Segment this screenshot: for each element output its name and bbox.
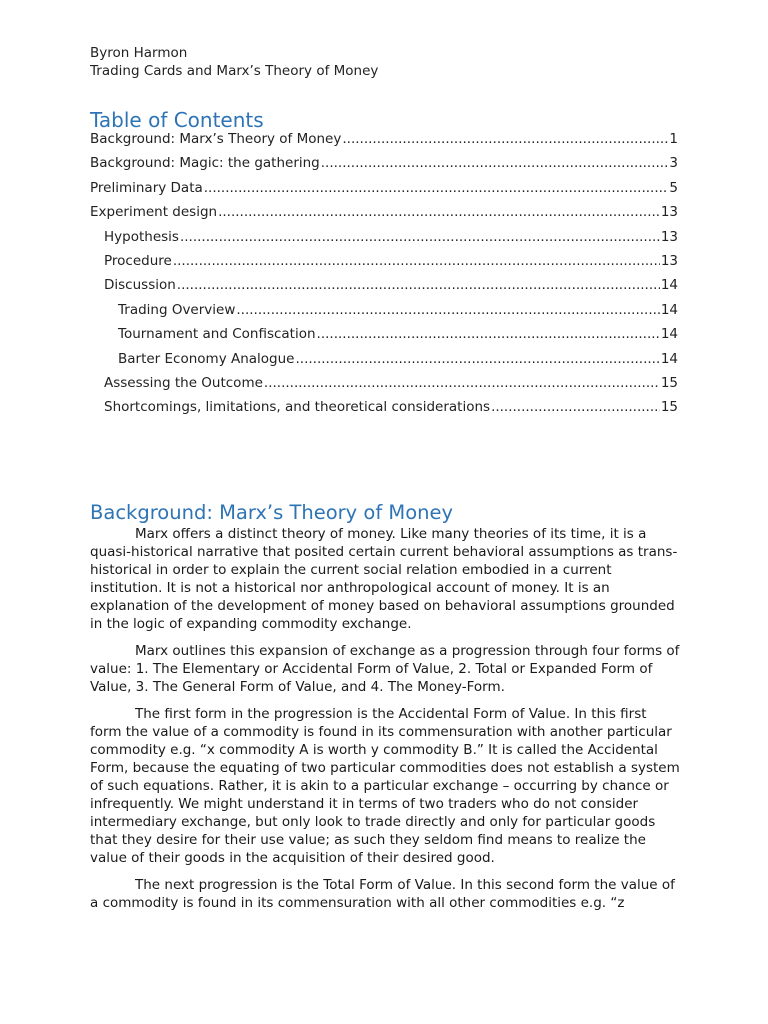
toc-entry-title: Experiment design [90, 204, 218, 221]
toc-page-number: 5 [669, 179, 678, 196]
body-paragraph: Marx outlines this expansion of exchange as a progression through four forms of value: 1. The Elementary or Accidental Form of Value, 2. Total or Expanded Form of Value, 3. The General Form of Value, and 4. The Money-Form. [90, 643, 680, 695]
toc-entry[interactable] [90, 131, 678, 155]
toc-entry-title: Trading Overview [118, 301, 236, 318]
body-paragraph: Marx offers a distinct theory of money. Like many theories of its time, it is a quasi-historical narrative that posited certain current behavioral assumptions as trans-historical in order to explain the current social relation embodied in a current institution. It is not a historical nor anthropological account of money. It is an explanation of the development of money based on behavioral assumptions grounded in the logic of expanding commodity exchange. [90, 526, 678, 632]
document-title: Trading Cards and Marx’s Theory of Money [90, 63, 379, 79]
toc-entry-title: Shortcomings, limitations, and theoretical considerations [104, 399, 491, 416]
toc-leader-dots [342, 131, 668, 147]
toc-leader-dots [236, 302, 659, 318]
toc-entry-title: Background: Magic: the gathering [90, 155, 320, 172]
toc-entry[interactable] [90, 351, 678, 375]
toc-page-number: 13 [660, 252, 678, 269]
toc-page-number: 13 [660, 228, 678, 245]
toc-page-number: 13 [660, 204, 678, 221]
toc-entry[interactable] [90, 180, 678, 204]
toc-entry-title: Preliminary Data [90, 179, 203, 196]
toc-entry[interactable] [90, 277, 678, 301]
toc-leader-dots [321, 155, 669, 171]
toc-page-number: 1 [669, 131, 678, 147]
toc-page-number: 14 [660, 277, 678, 294]
section-heading: Background: Marx’s Theory of Money [90, 501, 454, 524]
toc-entry-title: Barter Economy Analogue [118, 350, 295, 367]
toc-leader-dots [264, 375, 660, 391]
toc-leader-dots [180, 229, 660, 245]
toc-leader-dots [177, 277, 660, 293]
toc-page-number: 14 [660, 326, 678, 343]
toc-entry-title: Discussion [104, 277, 176, 294]
toc-page-number: 14 [660, 350, 678, 367]
toc-leader-dots [173, 253, 660, 269]
toc-entry-title: Procedure [104, 252, 172, 269]
toc-entry[interactable] [90, 302, 678, 326]
toc-page-number: 15 [660, 374, 678, 391]
toc-leader-dots [204, 180, 669, 196]
table-of-contents [90, 131, 678, 424]
toc-entry[interactable] [90, 229, 678, 253]
toc-page-number: 3 [669, 155, 678, 172]
toc-page-number: 14 [660, 301, 678, 318]
toc-entry[interactable] [90, 399, 678, 423]
toc-entry-title: Hypothesis [104, 228, 179, 245]
document-header [90, 44, 378, 80]
toc-entry-title: Background: Marx’s Theory of Money [90, 131, 342, 147]
toc-heading: Table of Contents [90, 108, 264, 132]
toc-entry[interactable] [90, 326, 678, 350]
toc-entry[interactable] [90, 375, 678, 399]
toc-entry[interactable] [90, 155, 678, 179]
toc-leader-dots [218, 204, 660, 220]
toc-entry-title: Assessing the Outcome [104, 374, 263, 391]
section-body [90, 525, 680, 921]
body-paragraph: The first form in the progression is the Accidental Form of Value. In this first form the value of a commodity is found in its commensuration with another particular commodity e.g. “x commodity A is worth y commodity B.” It is called the Accidental Form, because the equating of two particular commodities does not establish a system of such equations. Rather, it is akin to a particular exchange – occurring by chance or infrequently. We might understand it in terms of two traders who do not consider intermediary exchange, but only look to trade directly and only for particular goods that they desire for their use value; as such they seldom find means to realize the value of their goods in the acquisition of their desired good. [90, 706, 680, 866]
body-paragraph: The next progression is the Total Form of Value. In this second form the value of a commodity is found in its commensuration with all other commodities e.g. “z [90, 877, 675, 911]
toc-leader-dots [317, 326, 660, 342]
toc-entry-title: Tournament and Confiscation [118, 326, 316, 343]
toc-page-number: 15 [660, 399, 678, 416]
toc-entry[interactable] [90, 204, 678, 228]
author-name: Byron Harmon [90, 45, 188, 61]
toc-entry[interactable] [90, 253, 678, 277]
toc-leader-dots [296, 351, 660, 367]
toc-leader-dots [491, 399, 660, 415]
